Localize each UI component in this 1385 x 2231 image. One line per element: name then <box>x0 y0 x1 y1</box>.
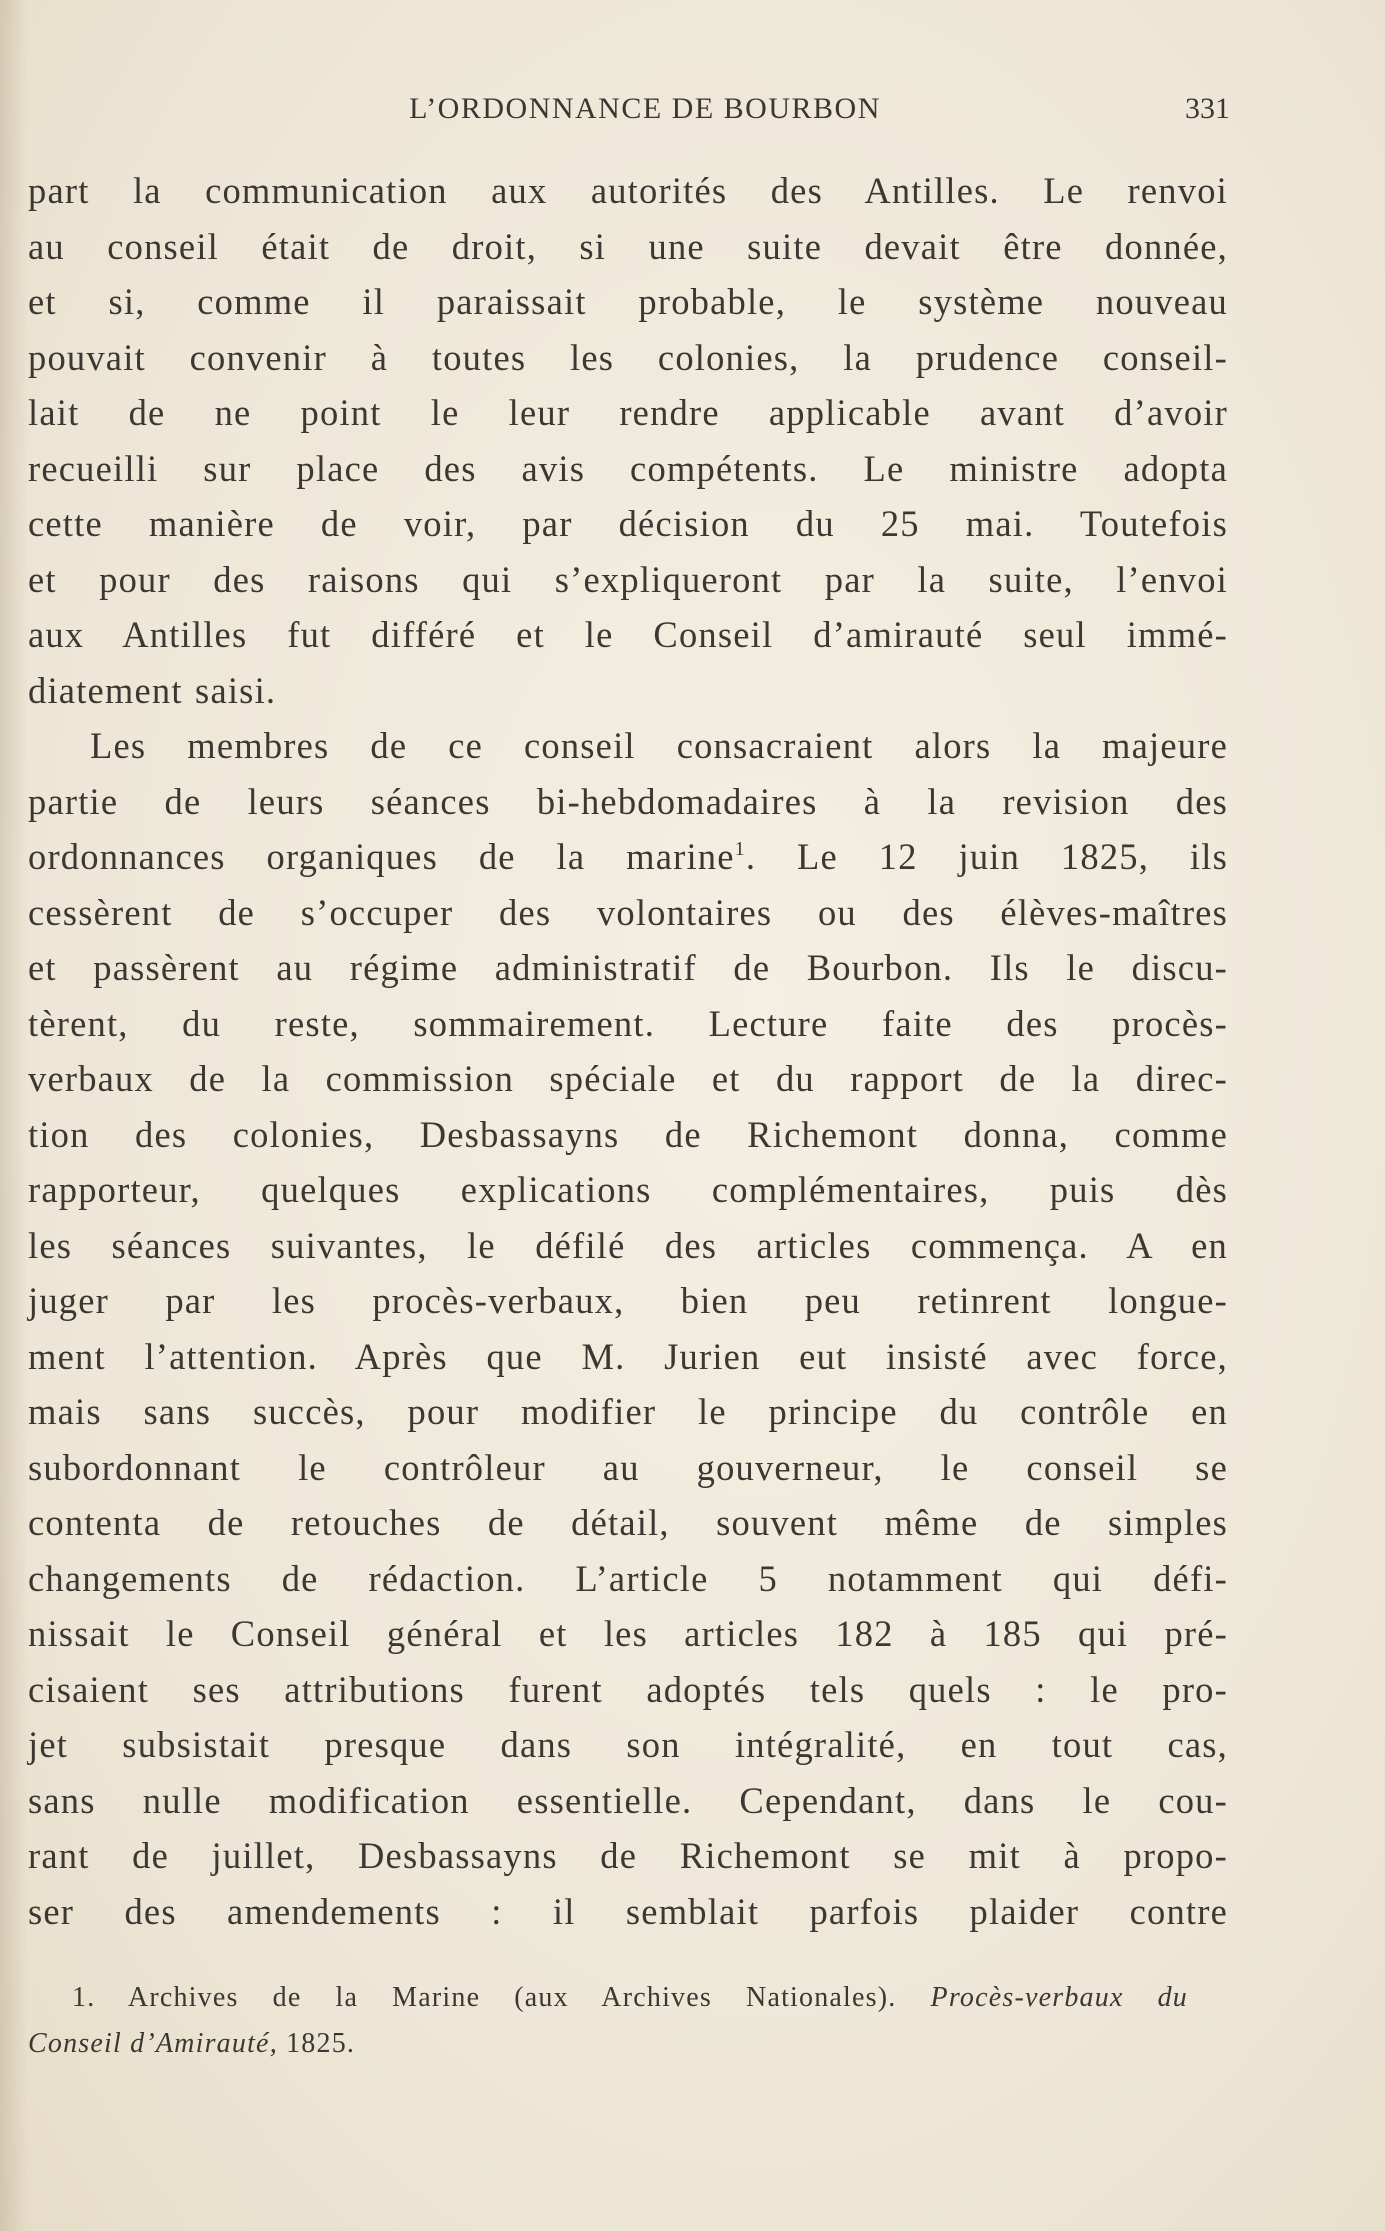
text-segment: ordonnances organiques de la marine <box>28 836 735 877</box>
footnote-number: 1. <box>72 1982 96 2013</box>
running-title: L’ORDONNANCE DE BOURBON <box>409 92 881 125</box>
text-line: sans nulle modification essentielle. Cependant, dans le cou- <box>28 1779 1228 1821</box>
text-line: rapporteur, quelques explications complémentaires, puis dès <box>28 1169 1228 1210</box>
page-number: 331 <box>1185 92 1230 125</box>
text-segment: . Le 12 juin 1825, ils <box>745 836 1228 877</box>
text-line: lait de ne point le leur rendre applicable avant d’avoir <box>28 392 1228 433</box>
text-line: contenta de retouches de détail, souvent même de simples <box>28 1502 1228 1543</box>
text-line: cessèrent de s’occuper des volontaires ou des élèves-maîtres <box>28 891 1228 933</box>
text-line-with-footnote-ref <box>28 829 1228 885</box>
spine-shadow <box>0 0 28 2231</box>
text-line: Les membres de ce conseil consacraient alors la majeure <box>90 725 1228 766</box>
text-line: nissait le Conseil général et les articles 182 à 185 qui pré- <box>28 1613 1228 1654</box>
text-line: les séances suivantes, le défilé des articles commença. A en <box>28 1224 1228 1266</box>
text-line: mais sans succès, pour modifier le principe du contrôle en <box>28 1391 1228 1432</box>
text-line: et si, comme il paraissait probable, le système nouveau <box>28 281 1228 322</box>
text-line: pouvait convenir à toutes les colonies, la prudence conseil- <box>28 336 1228 378</box>
text-line: tion des colonies, Desbassayns de Richemont donna, comme <box>28 1113 1228 1155</box>
body-text <box>28 163 1228 1939</box>
text-line: et passèrent au régime administratif de Bourbon. Ils le discu- <box>28 947 1228 988</box>
footnote-title-cont: Conseil d’Amirauté, <box>28 2028 278 2059</box>
footnote-line <box>28 2021 1188 2067</box>
footnote-source: Archives de la Marine (aux Archives Nationales). <box>127 1982 897 2013</box>
text-line: ment l’attention. Après que M. Jurien eut insisté avec force, <box>28 1335 1228 1377</box>
text-line: rant de juillet, Desbassayns de Richemont se mit à propo- <box>28 1835 1228 1876</box>
text-line: changements de rédaction. L’article 5 notamment qui défi- <box>28 1557 1228 1599</box>
text-line: partie de leurs séances bi-hebdomadaires à la revision des <box>28 780 1228 822</box>
text-line: ser des amendements : il semblait parfois plaider contre <box>28 1890 1228 1932</box>
text-line: verbaux de la commission spéciale et du rapport de la direc- <box>28 1058 1228 1099</box>
text-line: jet subsistait presque dans son intégralité, en tout cas, <box>28 1724 1228 1765</box>
footnote-title: Procès-verbaux du <box>930 1982 1188 2013</box>
footnote-ref: 1 <box>734 837 746 860</box>
text-line: diatement saisi. <box>28 669 277 711</box>
footnote-line <box>28 1975 1188 2021</box>
running-head <box>60 92 1230 142</box>
footnote-year: 1825. <box>286 2028 356 2059</box>
footnote <box>28 1975 1188 2067</box>
text-line: juger par les procès-verbaux, bien peu retinrent longue- <box>28 1280 1228 1321</box>
text-line: tèrent, du reste, sommairement. Lecture faite des procès- <box>28 1002 1228 1044</box>
text-line: aux Antilles fut différé et le Conseil d’amirauté seul immé- <box>28 614 1228 655</box>
text-line: cette manière de voir, par décision du 25 mai. Toutefois <box>28 503 1228 544</box>
text-line: recueilli sur place des avis compétents. Le ministre adopta <box>28 447 1228 489</box>
text-line: et pour des raisons qui s’expliqueront par la suite, l’envoi <box>28 558 1228 600</box>
text-line: au conseil était de droit, si une suite devait être donnée, <box>28 225 1228 267</box>
text-line: part la communication aux autorités des Antilles. Le renvoi <box>28 170 1228 211</box>
text-line: cisaient ses attributions furent adoptés tels quels : le pro- <box>28 1668 1228 1710</box>
text-line: subordonnant le contrôleur au gouverneur, le conseil se <box>28 1446 1228 1488</box>
